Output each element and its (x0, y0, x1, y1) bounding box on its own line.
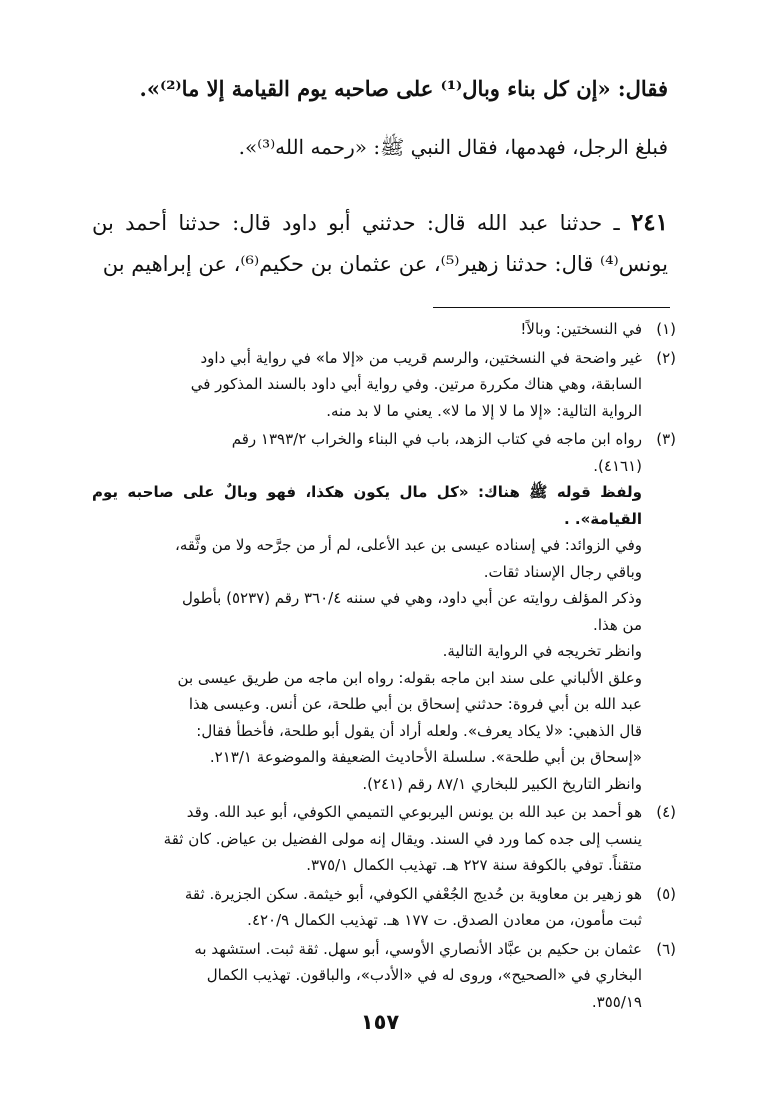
footnote-6 (92, 936, 676, 1016)
footnote-line: الرواية التالية: «إلا ما لا إلا ما لا». يعني ما لا بد منه. (326, 401, 642, 420)
footnote-line: ٣٥٥/١٩. (591, 992, 642, 1011)
footnote-line: وانظر التاريخ الكبير للبخاري ٨٧/١ رقم (٢٤١). (362, 774, 642, 793)
footnote-number: (٣) (656, 430, 676, 448)
footnote-number: (٦) (656, 939, 676, 958)
footnote-number: (٢) (656, 348, 676, 367)
page-number: ١٥٧ (360, 1010, 400, 1034)
footnote-divider (433, 307, 670, 308)
hadith-number: ٢٤١ (630, 209, 668, 236)
footnote-line: غير واضحة في النسختين، والرسم قريب من «إلا ما» في رواية أبي داود (200, 348, 642, 367)
footnote-line: وانظر تخريجه في الرواية التالية. (442, 642, 642, 660)
footnote-line: «إسحاق بن أبي طلحة». سلسلة الأحاديث الضعيفة والموضوعة ٢١٣/١. (209, 748, 642, 766)
main-text (92, 72, 668, 285)
footnote-line: البخاري في «الصحيح»، وروى له في «الأدب»، والباقون. تهذيب الكمال (206, 966, 642, 984)
footnote-line: رواه ابن ماجه في كتاب الزهد، باب في البناء والخراب ١٣٩٣/٢ رقم (231, 430, 642, 448)
footnote-2 (92, 345, 676, 425)
hadith-text: ـ حدثنا عبد الله قال: حدثني أبو داود قال: حدثنا أحمد بن يونس⁽⁴⁾ قال: حدثنا زهير⁽⁵⁾، عن عثمان بن حكيم⁽⁶⁾، عن إبراهيم بن (92, 211, 668, 276)
footnote-line: ينسب إلى جده كما ورد في السند. ويقال إنه مولى الفضيل بن عياض. كان ثقة (163, 829, 642, 848)
footnote-line: متقناً. توفي بالكوفة سنة ٢٢٧ هـ. تهذيب الكمال ٣٧٥/١. (306, 856, 642, 874)
footnote-line: في النسختين: وبالاً! (520, 320, 642, 338)
footnote-number: (١) (656, 320, 676, 338)
footnote-line: هو أحمد بن عبد الله بن يونس اليربوعي التميمي الكوفي، أبو عبد الله. وقد (186, 803, 642, 821)
footnote-line: وعلق الألباني على سند ابن ماجه بقوله: رواه ابن ماجه من طريق عيسى بن (177, 668, 642, 687)
footnote-line: وباقي رجال الإسناد ثقات. (483, 562, 642, 581)
footnote-line: وذكر المؤلف روايته عن أبي داود، وهي في سننه ٣٦٠/٤ رقم (٥٢٣٧) بأطول (182, 589, 642, 607)
footnote-line: السابقة، وهي هناك مكررة مرتين. وفي رواية أبي داود بالسند المذكور في (190, 375, 642, 393)
footnote-line: هو زهير بن معاوية بن حُديج الجُعْفي الكوفي، أبو خيثمة. سكن الجزيرة. ثقة (184, 884, 642, 903)
footnote-1 (92, 316, 676, 343)
paragraph-quote: فقال: «إن كل بناء وبال⁽¹⁾ على صاحبه يوم القيامة إلا ما⁽²⁾». (139, 76, 668, 101)
footnotes (92, 316, 676, 1017)
footnote-line: قال الذهبي: «لا يكاد يعرف». ولعله أراد أن يقول أبو طلحة، فأخطأ فقال: (196, 721, 642, 740)
paragraph-hadith-241 (92, 202, 668, 285)
footnote-line: ولفظ قوله ﷺ هناك: «كل مال يكون هكذا، فهو وبالٌ على صاحبه يوم القيامة». . (92, 483, 642, 528)
footnote-5 (92, 881, 676, 934)
footnote-number: (٤) (656, 803, 676, 821)
footnote-4 (92, 799, 676, 879)
footnote-3 (92, 426, 676, 797)
footnote-line: (٤١٦١). (593, 456, 642, 475)
footnote-line: ثبت مأمون، من معادن الصدق. ت ١٧٧ هـ. تهذيب الكمال ٤٢٠/٩. (247, 911, 642, 929)
footnote-line: من هذا. (593, 615, 642, 634)
footnote-line: عبد الله بن أبي فروة: حدثني إسحاق بن أبي طلحة، عن أنس. وعيسى هذا (188, 695, 642, 713)
footnote-line: وفي الزوائد: في إسناده عيسى بن عبد الأعلى، لم أر من جرَّحه ولا من وثَّقه، (175, 536, 642, 554)
footnote-number: (٥) (656, 884, 676, 903)
footnote-line: عثمان بن حكيم بن عبَّاد الأنصاري الأوسي، أبو سهل. ثقة ثبت. استشهد به (194, 939, 642, 958)
paragraph-prophet: فبلغ الرجل، فهدمها، فقال النبي ﷺ: «رحمه الله⁽³⁾». (238, 135, 668, 159)
